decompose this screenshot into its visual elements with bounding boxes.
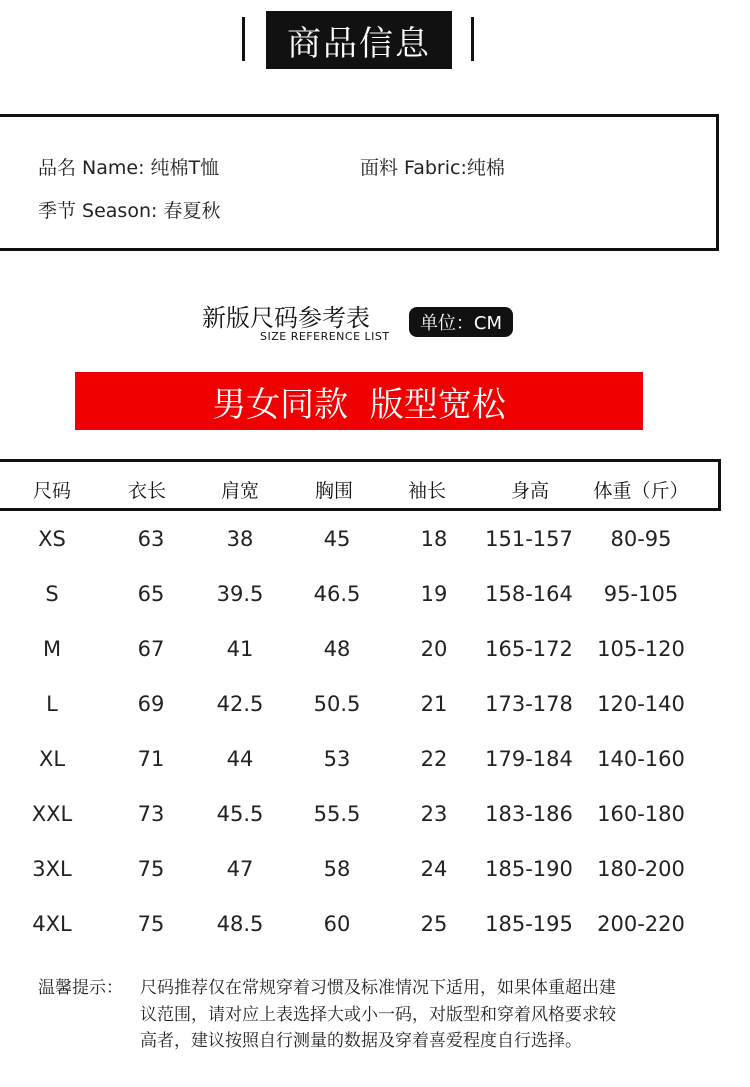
table-cell-size: 4XL xyxy=(32,912,72,936)
table-cell-size: L xyxy=(46,692,58,716)
table-cell-length: 65 xyxy=(137,582,165,606)
table-cell-length: 63 xyxy=(137,527,165,551)
table-cell-height: 185-195 xyxy=(485,912,573,936)
product-fabric: 面料 Fabric:纯棉 xyxy=(360,157,505,179)
table-cell-size: XS xyxy=(38,527,66,551)
table-cell-chest: 58 xyxy=(323,857,351,881)
table-cell-weight: 80-95 xyxy=(610,527,672,551)
table-cell-shoulder: 42.5 xyxy=(216,692,264,716)
table-cell-sleeve: 21 xyxy=(420,692,448,716)
table-cell-sleeve: 22 xyxy=(420,747,448,771)
table-header-weight: 体重（斤） xyxy=(593,480,689,502)
product-season: 季节 Season: 春夏秋 xyxy=(38,200,221,222)
table-cell-height: 151-157 xyxy=(485,527,573,551)
table-cell-length: 73 xyxy=(137,802,165,826)
table-cell-chest: 53 xyxy=(323,747,351,771)
table-header-size: 尺码 xyxy=(32,480,72,502)
table-cell-size: XL xyxy=(38,747,66,771)
size-reference-subtitle: SIZE REFERENCE LIST xyxy=(260,330,390,343)
table-cell-height: 183-186 xyxy=(485,802,573,826)
header-right-divider xyxy=(471,17,474,61)
table-cell-shoulder: 38 xyxy=(226,527,254,551)
table-cell-chest: 55.5 xyxy=(313,802,361,826)
table-cell-height: 165-172 xyxy=(485,637,573,661)
table-cell-weight: 200-220 xyxy=(597,912,685,936)
table-cell-shoulder: 48.5 xyxy=(216,912,264,936)
product-name: 品名 Name: 纯棉T恤 xyxy=(38,157,220,179)
table-cell-length: 69 xyxy=(137,692,165,716)
table-cell-chest: 50.5 xyxy=(313,692,361,716)
table-cell-sleeve: 18 xyxy=(420,527,448,551)
table-cell-length: 67 xyxy=(137,637,165,661)
table-cell-shoulder: 39.5 xyxy=(216,582,264,606)
product-info-box xyxy=(0,114,719,251)
header-left-divider xyxy=(242,17,245,61)
size-reference-title: 新版尺码参考表 xyxy=(202,304,370,332)
table-cell-length: 75 xyxy=(137,857,165,881)
notice-line-3: 高者，建议按照自行测量的数据及穿着喜爱程度自行选择。 xyxy=(140,1031,582,1051)
table-cell-weight: 105-120 xyxy=(597,637,685,661)
table-cell-chest: 48 xyxy=(323,637,351,661)
table-header-sleeve: 袖长 xyxy=(407,480,447,502)
table-header-shoulder: 肩宽 xyxy=(220,480,260,502)
table-cell-sleeve: 20 xyxy=(420,637,448,661)
table-cell-shoulder: 47 xyxy=(226,857,254,881)
table-cell-chest: 60 xyxy=(323,912,351,936)
table-cell-chest: 46.5 xyxy=(313,582,361,606)
table-cell-size: XXL xyxy=(31,802,73,826)
notice-line-1: 尺码推荐仅在常规穿着习惯及标准情况下适用，如果体重超出建 xyxy=(140,978,616,998)
page-title: 商品信息 xyxy=(266,11,452,69)
table-cell-shoulder: 45.5 xyxy=(216,802,264,826)
table-cell-size: S xyxy=(45,582,59,606)
table-header-length: 衣长 xyxy=(127,480,167,502)
table-cell-shoulder: 41 xyxy=(226,637,254,661)
table-cell-weight: 120-140 xyxy=(597,692,685,716)
table-cell-sleeve: 25 xyxy=(420,912,448,936)
table-cell-weight: 180-200 xyxy=(597,857,685,881)
table-cell-length: 71 xyxy=(137,747,165,771)
notice-line-2: 议范围，请对应上表选择大或小一码，对版型和穿着风格要求较 xyxy=(140,1005,616,1025)
table-cell-height: 185-190 xyxy=(485,857,573,881)
fit-banner: 男女同款 版型宽松 xyxy=(75,372,643,430)
table-cell-height: 173-178 xyxy=(485,692,573,716)
table-header-chest: 胸围 xyxy=(314,480,354,502)
table-cell-size: 3XL xyxy=(32,857,72,881)
table-cell-sleeve: 23 xyxy=(420,802,448,826)
table-cell-weight: 95-105 xyxy=(603,582,679,606)
table-header-height: 身高 xyxy=(510,480,550,502)
table-cell-sleeve: 24 xyxy=(420,857,448,881)
table-cell-weight: 140-160 xyxy=(597,747,685,771)
unit-badge: 单位：CM xyxy=(409,307,513,337)
table-cell-height: 179-184 xyxy=(485,747,573,771)
table-cell-sleeve: 19 xyxy=(420,582,448,606)
table-cell-height: 158-164 xyxy=(485,582,573,606)
table-cell-weight: 160-180 xyxy=(597,802,685,826)
notice-label: 温馨提示： xyxy=(38,978,123,998)
table-cell-shoulder: 44 xyxy=(226,747,254,771)
table-cell-chest: 45 xyxy=(323,527,351,551)
table-cell-length: 75 xyxy=(137,912,165,936)
table-cell-size: M xyxy=(42,637,62,661)
